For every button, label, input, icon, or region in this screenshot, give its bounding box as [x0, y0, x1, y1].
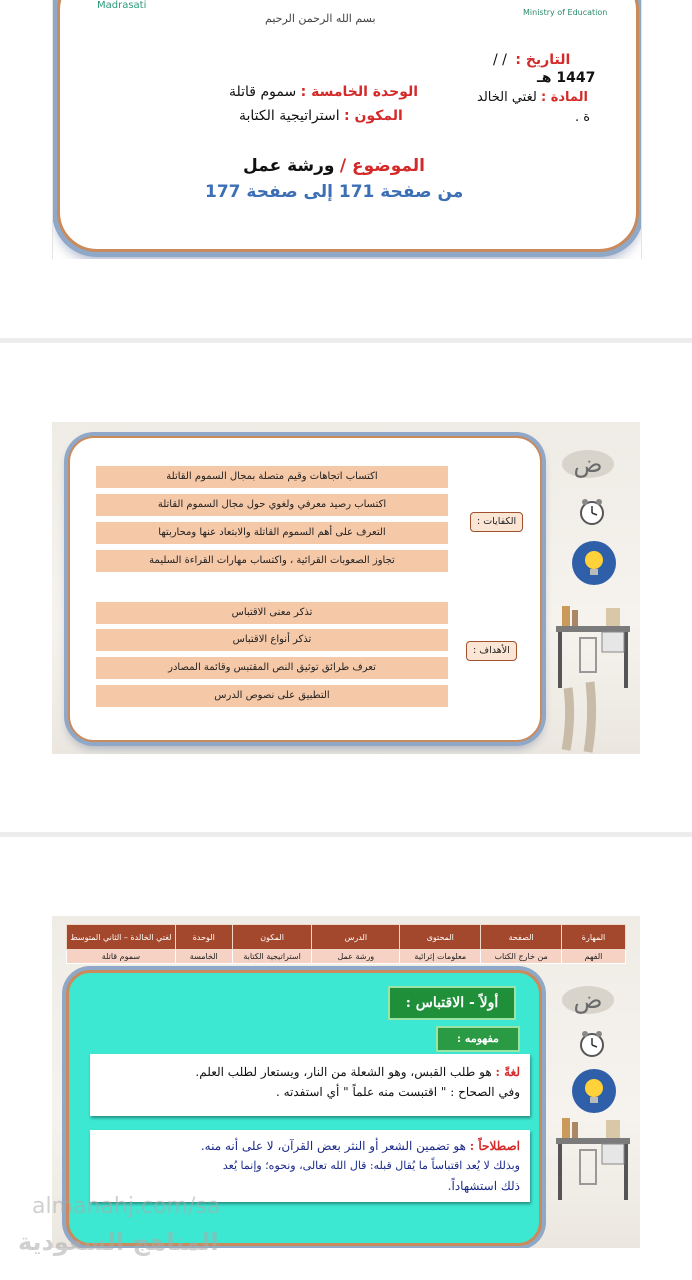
- table-header-cell: المكون: [232, 925, 312, 950]
- component-value: استراتيجية الكتابة: [239, 108, 340, 124]
- pages-range: من صفحة 171 إلى صفحة 177: [205, 182, 464, 202]
- objective-item: تذكر معنى الاقتباس: [96, 602, 448, 624]
- objective-item: تعرف طرائق توثيق النص المقتبس وقائمة المصادر: [96, 657, 448, 679]
- concept-subheading: مفهومه :: [436, 1026, 520, 1052]
- desk-illustration: [550, 600, 634, 690]
- table-header-cell: الدرس: [312, 925, 400, 950]
- competency-item: تجاوز الصعوبات القرائية ، واكتساب مهارات القراءة السليمة: [96, 550, 448, 572]
- objectives-label: الأهداف :: [466, 641, 517, 661]
- topic-value: ورشة عمل: [243, 156, 335, 176]
- daad-letter-icon: [558, 444, 618, 484]
- lightbulb-icon: [568, 538, 620, 588]
- unit-line: [229, 84, 418, 100]
- desk-illustration: [550, 1112, 634, 1202]
- lugha-text: هو طلب القبس، وهو الشعلة من النار، ويستعار لطلب العلم.: [195, 1065, 492, 1079]
- watermark-arabic: المناهج السعودية: [18, 1228, 219, 1256]
- section-heading: أولاً - الاقتباس :: [388, 986, 516, 1020]
- subject-value-cont: ة .: [575, 110, 591, 125]
- daad-letter-icon: [558, 980, 618, 1020]
- table-header-cell: الصفحة: [481, 925, 562, 950]
- table-header-cell: الوحدة: [175, 925, 232, 950]
- istilah-label: اصطلاحاً :: [469, 1139, 520, 1153]
- hijri-year: 1447 هـ: [537, 70, 596, 86]
- competency-item: اكتساب رصيد معرفي ولغوي حول مجال السموم القاتلة: [96, 494, 448, 516]
- slide-frame: [57, 0, 639, 252]
- table-cell: استراتيجية الكتابة: [232, 950, 312, 964]
- topic-line: [243, 156, 425, 176]
- decorative-strokes: [558, 678, 618, 754]
- table-cell: من خارج الكتاب: [481, 950, 562, 964]
- competencies-slide: [52, 422, 640, 754]
- unit-value: سموم قاتلة: [229, 84, 297, 100]
- table-cell: الخامسة: [175, 950, 232, 964]
- table-cell: ورشة عمل: [312, 950, 400, 964]
- component-label: المكون :: [344, 108, 403, 124]
- component-line: [239, 108, 403, 124]
- table-header-cell: لغتي الخالدة – الثاني المتوسط: [67, 925, 176, 950]
- svg-text:ض: ض: [573, 986, 603, 1014]
- competency-item: اكتساب اتجاهات وقيم متصلة بمجال السموم القاتلة: [96, 466, 448, 488]
- ministry-logo: Ministry of Education: [523, 8, 608, 17]
- table-cell: الفهم: [562, 950, 626, 964]
- table-header-cell: المهارة: [562, 925, 626, 950]
- table-header-cell: المحتوى: [400, 925, 481, 950]
- objective-item: التطبيق على نصوص الدرس: [96, 685, 448, 707]
- unit-label: الوحدة الخامسة :: [300, 84, 419, 100]
- title-slide: [52, 0, 642, 259]
- basmala: بسم الله الرحمن الرحيم: [265, 12, 376, 25]
- istilah-text-2: وبذلك لا يُعد اقتباساً ما يُقال قبله: قال الله تعالى، ونحوه؛ وإنما يُعد: [222, 1159, 520, 1172]
- istilah-definition-box: [90, 1130, 530, 1202]
- lightbulb-icon: [568, 1066, 620, 1116]
- watermark-url: almanahj.com/sa: [32, 1194, 221, 1219]
- lugha-text-2: وفي الصحاح : " اقتبست منه علماً " أي استفدته .: [275, 1085, 520, 1099]
- table-row: [67, 950, 626, 964]
- lugha-definition-box: [90, 1054, 530, 1116]
- clock-icon: [578, 498, 606, 526]
- separator: [0, 832, 692, 837]
- separator: [0, 338, 692, 343]
- subject-value: لغتي الخالد: [477, 90, 537, 105]
- lesson-info-table: [66, 924, 626, 964]
- competency-item: التعرف على أهم السموم القاتلة والابتعاد عنها ومحاربتها: [96, 522, 448, 544]
- table-cell: معلومات إثرائية: [400, 950, 481, 964]
- istilah-text: هو تضمين الشعر أو النثر بعض القرآن، لا على أنه منه.: [200, 1139, 466, 1153]
- date-line: [493, 52, 570, 68]
- subject-label: المادة :: [540, 90, 588, 105]
- date-value: / /: [493, 52, 507, 68]
- madrasati-logo: Madrasati: [97, 0, 147, 11]
- competencies-label: الكفايات :: [470, 512, 523, 532]
- topic-label: الموضوع /: [339, 156, 425, 176]
- objective-item: تذكر أنواع الاقتباس: [96, 629, 448, 651]
- istilah-text-3: ذلك استشهاداً.: [447, 1179, 520, 1193]
- clock-icon: [578, 1030, 606, 1058]
- lugha-label: لغةً :: [495, 1065, 520, 1079]
- date-label: التاريخ :: [515, 52, 571, 68]
- table-header-row: [67, 925, 626, 950]
- svg-text:ض: ض: [573, 450, 603, 478]
- table-cell: سموم قاتلة: [67, 950, 176, 964]
- subject-line: [477, 90, 588, 105]
